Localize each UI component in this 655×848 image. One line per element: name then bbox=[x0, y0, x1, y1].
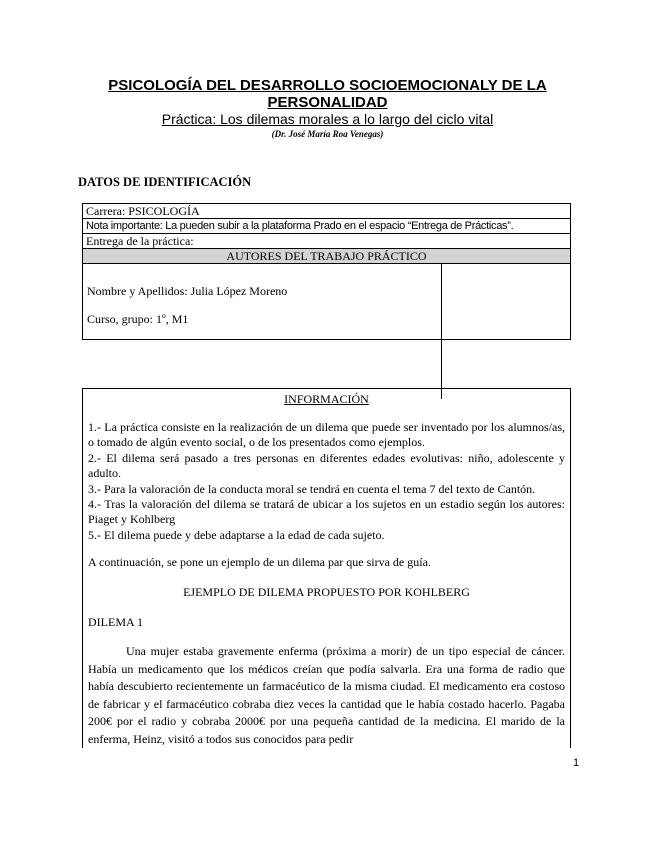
example-title: EJEMPLO DE DILEMA PROPUESTO POR KOHLBERG bbox=[183, 585, 470, 599]
continuation-text: A continuación, se pone un ejemplo de un dilema par que sirva de guía. bbox=[88, 555, 431, 569]
career-row: Carrera: PSICOLOGÍA bbox=[83, 204, 570, 219]
info-item: 1.- La práctica consiste en la realización de un dilema que puede ser inventado por los alumnos/as, o tomado de algún evento social, o de los presentados como ejemplos. bbox=[88, 420, 565, 450]
note-row: Nota importante: La pueden subir a la plataforma Prado en el espacio “Entrega de Prácticas”. bbox=[83, 219, 570, 234]
authors-header-row: AUTORES DEL TRABAJO PRÁCTICO bbox=[83, 249, 570, 264]
info-item: 2.- El dilema será pasado a tres personas en diferentes edades evolutivas: niño, adolescente y adulto. bbox=[88, 451, 565, 481]
info-item: 5.- El dilema puede y debe adaptarse a la edad de cada sujeto. bbox=[88, 528, 385, 542]
info-item: 4.- Tras la valoración del dilema se tratará de ubicar a los sujetos en un estadio según los autores: Piaget y Kohlberg bbox=[88, 497, 565, 527]
document-title: PSICOLOGÍA DEL DESARROLLO SOCIOEMOCIONALY DE LA PERSONALIDAD bbox=[108, 77, 547, 111]
information-box bbox=[82, 388, 571, 748]
document-subtitle: Práctica: Los dilemas morales a lo largo del ciclo vital bbox=[161, 111, 494, 127]
info-item: 3.- Para la valoración de la conducta moral se tendrá en cuenta el tema 7 del texto de Cantón. bbox=[88, 482, 536, 496]
identification-heading: DATOS DE IDENTIFICACIÓN bbox=[78, 175, 252, 189]
document-author: (Dr. José María Roa Venegas) bbox=[271, 129, 384, 139]
dilema-story: Una mujer estaba gravemente enferma (próxima a morir) de un tipo especial de cáncer. Había un medicamento que los médicos creían que podía salvarla. Era una forma de radio que había descubierto recientemente un farmacéutico de la misma ciudad. El medicamento era costoso de fabricar y el farmacéutico cobraba diez veces la cantidad que le había costado hacerlo. Pagaba 200€ por el radio y cobraba 2000€ por una pequeña cantidad de la medicina. El marido de la enferma, Heinz, visitó a todos sus conocidos para pedir bbox=[88, 644, 565, 746]
dilema-label: DILEMA 1 bbox=[88, 615, 143, 629]
author-name-field: Nombre y Apellidos: Julia López Moreno bbox=[87, 284, 288, 298]
information-title: INFORMACIÓN bbox=[284, 392, 369, 406]
course-group-field: Curso, grupo: 1º, M1 bbox=[87, 312, 189, 326]
identification-table bbox=[82, 203, 571, 340]
vertical-divider-line bbox=[441, 264, 442, 399]
delivery-row: Entrega de la práctica: bbox=[83, 234, 570, 249]
page-number: 1 bbox=[573, 757, 580, 769]
